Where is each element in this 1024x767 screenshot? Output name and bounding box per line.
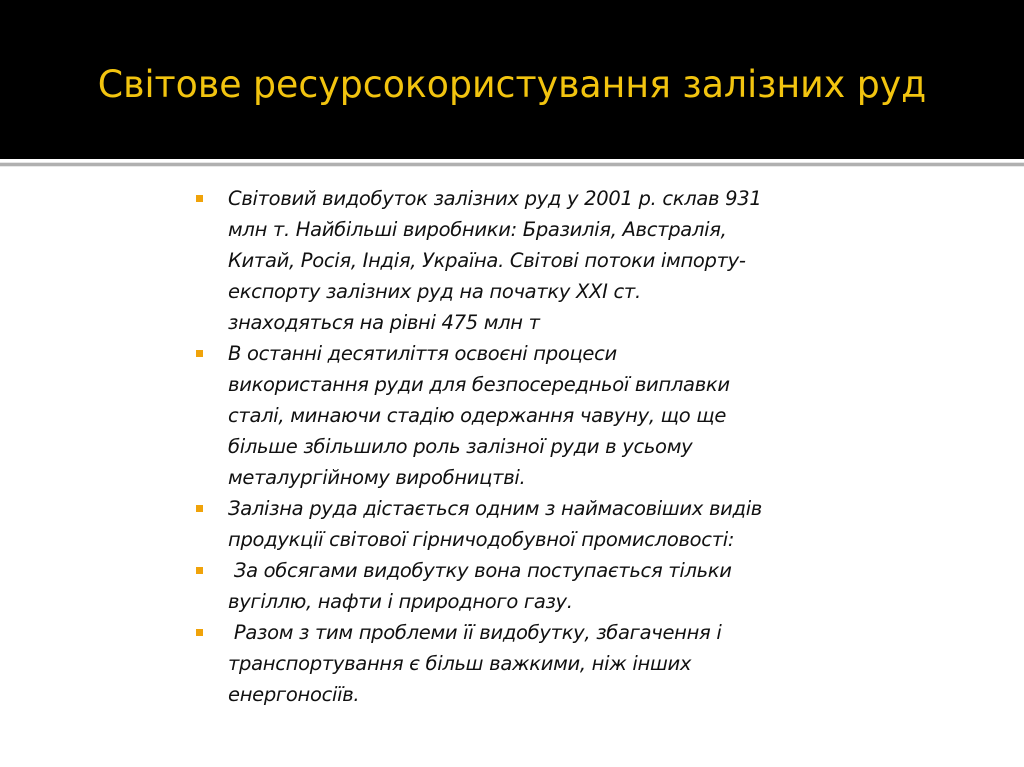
title-bar <box>0 0 1024 159</box>
bullet-item <box>196 338 836 493</box>
bullet-line: енергоносіїв. <box>228 683 360 706</box>
square-bullet-icon <box>196 195 203 202</box>
bullet-line: транспортування є більш важкими, ніж інших <box>228 652 692 675</box>
bullet-line: металургійному виробництві. <box>228 466 526 489</box>
bullet-line: знаходяться на рівні 475 млн т <box>228 311 540 334</box>
bullet-line: Залізна руда дістається одним з наймасовіших видів <box>228 497 762 520</box>
square-bullet-icon <box>196 350 203 357</box>
bullet-list <box>196 183 836 710</box>
bullet-item <box>196 617 836 710</box>
header-divider <box>0 162 1024 167</box>
square-bullet-icon <box>196 505 203 512</box>
bullet-line: млн т. Найбільші виробники: Бразилія, Австралія, <box>228 218 727 241</box>
square-bullet-icon <box>196 629 203 636</box>
bullet-line: Разом з тим проблеми її видобутку, збагачення і <box>228 621 722 644</box>
bullet-line: Китай, Росія, Індія, Україна. Світові потоки імпорту- <box>228 249 746 272</box>
slide-body <box>196 183 836 710</box>
bullet-item <box>196 183 836 338</box>
bullet-line: продукції світової гірничодобувної промисловості: <box>228 528 735 551</box>
bullet-line: вугіллю, нафти і природного газу. <box>228 590 573 613</box>
bullet-line: більше збільшило роль залізної руди в усьому <box>228 435 693 458</box>
bullet-item <box>196 555 836 617</box>
bullet-item <box>196 493 836 555</box>
square-bullet-icon <box>196 567 203 574</box>
bullet-line: використання руди для безпосередньої виплавки <box>228 373 730 396</box>
bullet-line: В останні десятиліття освоєні процеси <box>228 342 617 365</box>
bullet-line: експорту залізних руд на початку XXI ст. <box>228 280 641 303</box>
bullet-line: сталі, минаючи стадію одержання чавуну, що ще <box>228 404 727 427</box>
slide-title: Світове ресурсокористування залізних руд <box>97 63 927 106</box>
bullet-line: Світовий видобуток залізних руд у 2001 р. склав 931 <box>228 187 762 210</box>
bullet-line: За обсягами видобутку вона поступається тільки <box>228 559 732 582</box>
